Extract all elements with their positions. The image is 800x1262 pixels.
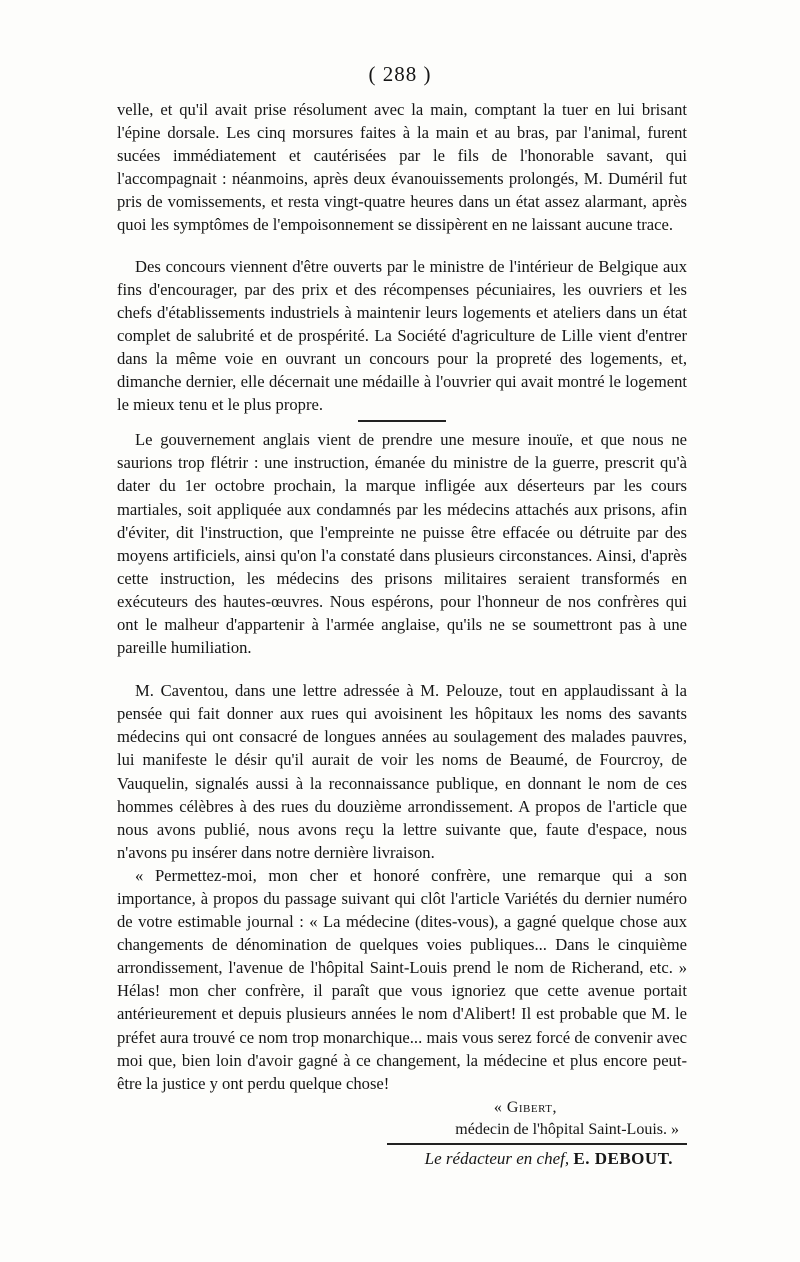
paragraph-caventou: M. Caventou, dans une lettre adressée à M. Pelouze, tout en applaudissant à la pensée qui fait donner aux rues qui avoisinent les hôpitaux les noms des savants médecins qui ont consacré de longues années au soulagement des malades pauvres, lui manifeste le désir qu'il aurait de voir les noms de Beaumé, de Fourcroy, de Vauquelin, signalés aussi à la reconnaissance publique, en donnant le nom de ces hommes célèbres à des rues du douzième arrondissement. A propos de l'article que nous avons publié, nous avons reçu la lettre suivante que, faute d'espace, nous n'avons pu insérer dans notre dernière livraison. <box>117 681 687 862</box>
editor-name: E. DEBOUT. <box>573 1148 673 1168</box>
paragraph-letter: « Permettez-moi, mon cher et honoré confrère, une remarque qui a son importance, à propos du passage suivant qui clôt l'article Variétés du dernier numéro de votre estimable journal : « La médecine (dites-vous), a gagné quelque chose aux changements de dénomination de quelques voies publiques... Dans le cinquième arrondissement, l'avenue de l'hôpital Saint-Louis prend le nom de Richerand, etc. » Hélas! mon cher confrère, il paraît que vous ignoriez que cette avenue portait antérieurement et depuis plusieurs années le nom d'Alibert! Il est probable que M. le préfet aura trouvé ce nom trop monarchique... mais vous serez forcé de convenir avec moi que, bien loin d'avoir gagné à ce changement, la médecine et plus encore peut-être la justice y ont perdu quelque chose! <box>117 865 687 1093</box>
letter-signature <box>117 1097 687 1141</box>
paragraph-belgium-competitions: Des concours viennent d'être ouverts par le ministre de l'intérieur de Belgique aux fins d'encourager, par des prix et des récompenses pécuniaires, les ouvriers et les chefs d'établissements industriels à maintenir leurs logements et ateliers dans un état complet de salubrité et de prospérité. La Société d'agriculture de Lille vient d'entrer dans la même voie en ouvrant un concours pour la propreté des logements, et, dimanche dernier, elle décernait une médaille à l'ouvrier qui avait montré le logement le mieux tenu et le plus propre. <box>117 256 687 415</box>
editor-line <box>117 1147 687 1170</box>
editor-rule <box>387 1143 687 1145</box>
text-column <box>117 98 687 1170</box>
divider-rule <box>358 420 446 422</box>
signature-role: médecin de l'hôpital Saint-Louis. » <box>455 1120 679 1138</box>
paragraph-dumeril: velle, et qu'il avait prise résolument avec la main, comptant la tuer en lui brisant l'épine dorsale. Les cinq morsures faites à la main et au bras, par l'animal, furent sucées immédiatement et cautérisées par le fils de l'honorable savant, qui l'accompagnait : néanmoins, après deux évanouissements prolongés, M. Duméril fut pris de vomissements, et resta vingt-quatre heures dans un état assez alarmant, après quoi les symptômes de l'empoisonnement se dissipèrent en ne laissant aucune trace. <box>117 100 687 235</box>
signature-name: « Gibert, <box>493 1098 557 1116</box>
page-number: ( 288 ) <box>368 62 432 86</box>
section-separator <box>117 245 687 246</box>
paragraph-english-government: Le gouvernement anglais vient de prendre une mesure inouïe, et que nous ne saurions trop flétrir : une instruction, émanée du ministre de la guerre, prescrit qu'à dater du 1er octobre prochain, la marque infligée aux déserteurs par les cours martiales, soit appliquée aux condamnés par les médecins attachés aux prisons, afin d'éviter, dit l'instruction, que l'empreinte ne puisse être effacée ou détruite par des moyens artificiels, ainsi qu'on l'a constaté dans plusieurs circonstances. Ainsi, d'après cette instruction, les médecins des prisons militaires seraient transformés en exécuteurs des hautes-œuvres. Nous espérons, pour l'honneur de nos confrères qui ont le malheur d'appartenir à l'armée anglaise, qu'ils ne se soumettront pas à une pareille humiliation. <box>117 430 687 658</box>
editor-role: Le rédacteur en chef, <box>424 1148 570 1168</box>
section-separator <box>117 659 687 679</box>
